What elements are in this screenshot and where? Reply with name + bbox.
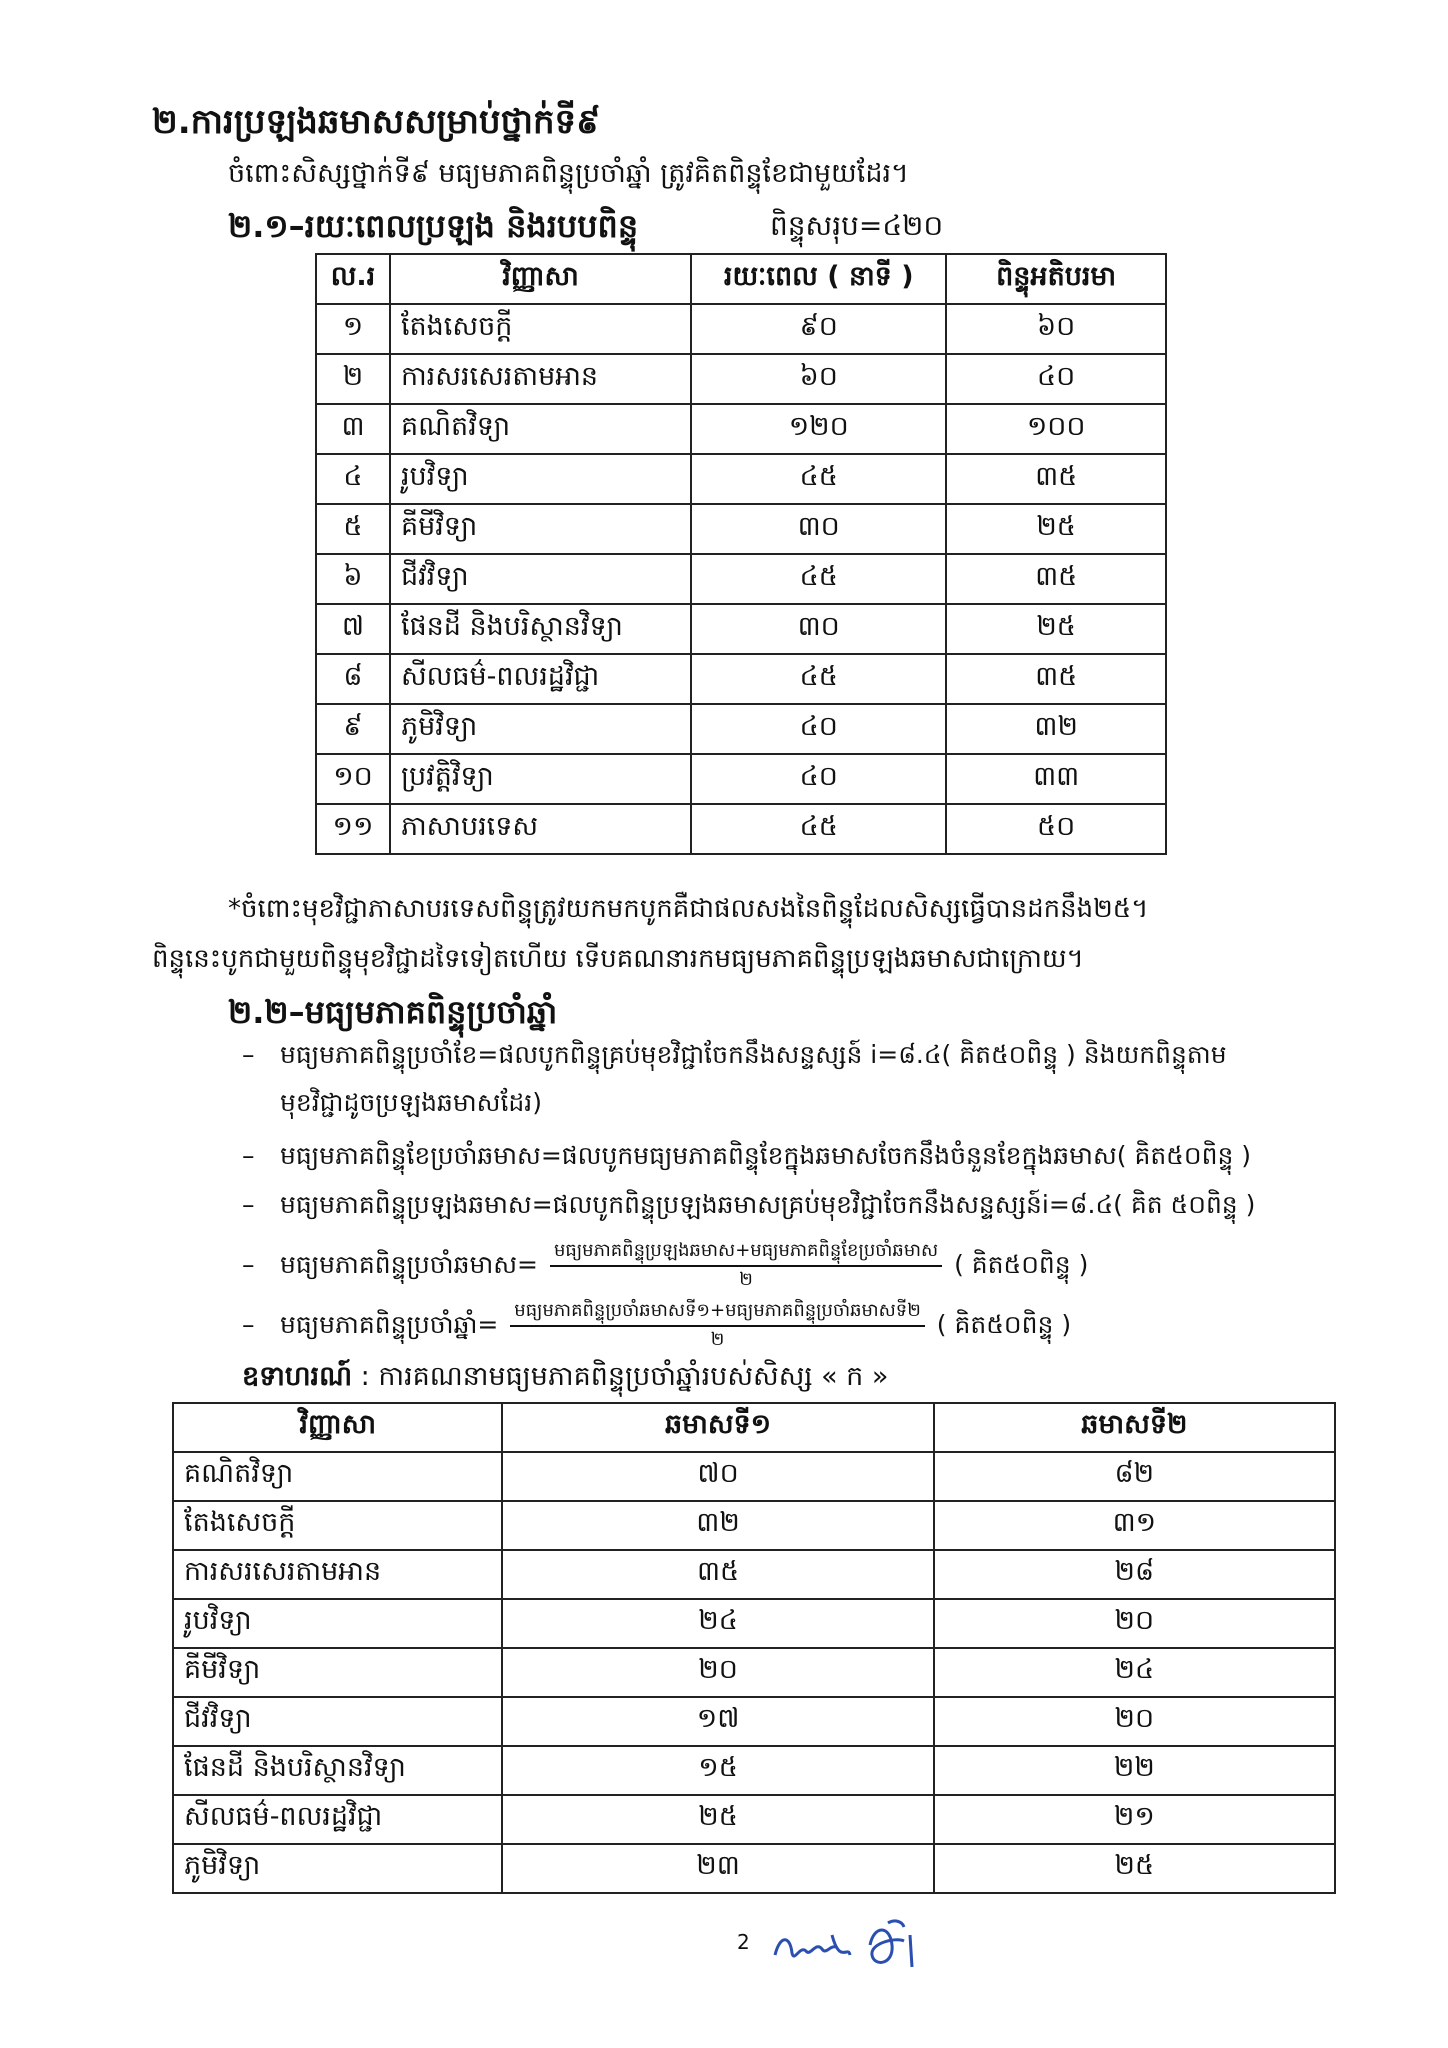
row-subject: ប្រវត្តិវិទ្យា [390,754,691,804]
row-subject: រូបវិទ្យា [390,454,691,504]
row-subject: ជីវវិទ្យា [390,554,691,604]
row-no: ៩ [316,704,390,754]
row-semester-2: ២២ [934,1746,1335,1795]
total-score: ពិន្ទុសរុប=៤២០ [770,209,944,242]
bullet-semester-average [242,1238,1088,1294]
table-row [173,1550,1335,1599]
table-row [316,704,1166,754]
row-subject: ជីវវិទ្យា [173,1697,502,1746]
row-subject: គីមីវិទ្យា [390,504,691,554]
bullet-text: មធ្យមភាគពិន្ទុប្រចាំខែ=ផលបូកពិន្ទុគ្រប់មុខវិជ្ជាចែកនឹងសន្ទស្សន៍ i=៨.៤( គិត៥០ពិន្ទុ ) និងយកពិន្ទុតាម [280,1040,1227,1069]
row-semester-1: ៣៥ [502,1550,933,1599]
table-row [316,754,1166,804]
row-max-score: ៣៥ [946,654,1166,704]
table-row [316,804,1166,854]
example-text: : ការគណនាមធ្យមភាគពិន្ទុប្រចាំឆ្នាំរបស់សិស្ស « ក » [352,1361,889,1392]
table-row [173,1599,1335,1648]
row-max-score: ៣២ [946,704,1166,754]
schedule-table [315,253,1167,855]
page-number: 2 [737,1930,750,1954]
row-subject: ផែនដី និងបរិស្ថានវិទ្យា [390,604,691,654]
table-row [316,404,1166,454]
row-semester-2: ២៥ [934,1844,1335,1893]
row-semester-2: ២០ [934,1697,1335,1746]
fraction-numerator: មធ្យមភាគពិន្ទុប្រចាំឆមាសទី១+មធ្យមភាគពិន្ទុប្រចាំឆមាសទី២ [510,1298,925,1327]
note-line-1: *ចំពោះមុខវិជ្ជាភាសាបរទេសពិន្ទុត្រូវយកមកបូកគឺជាផលសងនៃពិន្ទុដែលសិស្សធ្វើបានដកនឹង២៥។ [228,894,1149,924]
row-duration: ៤៥ [691,554,946,604]
table-row [316,604,1166,654]
table-row [316,454,1166,504]
row-subject: តែងសេចក្តី [173,1501,502,1550]
row-no: ៣ [316,404,390,454]
row-duration: ៣០ [691,604,946,654]
row-max-score: ២៥ [946,604,1166,654]
row-semester-1: ១៧ [502,1697,933,1746]
header-semester-1: ឆមាសទី១ [502,1403,933,1452]
formula-lhs: មធ្យមភាគពិន្ទុប្រចាំឆមាស= [280,1250,539,1279]
bullet-monthly-average [242,1040,1227,1076]
table-row [173,1746,1335,1795]
header-duration: រយៈពេល ( នាទី ) [691,254,946,304]
row-duration: ៤៥ [691,454,946,504]
fraction-denominator: ២ [739,1269,753,1290]
row-subject: ភូមិវិទ្យា [390,704,691,754]
bullet-text: មធ្យមភាគពិន្ទុខែប្រចាំឆមាស=ផលបូកមធ្យមភាគពិន្ទុខែក្នុងឆមាសចែកនឹងចំនួនខែក្នុងឆមាស( គិត៥០ពិន្ទុ ) [280,1141,1252,1170]
bullet-monthly-average-cont: មុខវិជ្ជាដូចប្រឡងឆមាសដែរ) [280,1088,542,1117]
table-row [173,1844,1335,1893]
intro-paragraph: ចំពោះសិស្សថ្នាក់ទី៩ មធ្យមភាគពិន្ទុប្រចាំឆ្នាំ ត្រូវគិតពិន្ទុខែជាមួយដែរ។ [228,158,909,189]
row-duration: ៤៥ [691,654,946,704]
subsection-2-2-title: ២.២–មធ្យមភាគពិន្ទុប្រចាំឆ្នាំ [228,993,558,1031]
dash-icon: – [242,1190,255,1219]
formula-lhs: មធ្យមភាគពិន្ទុប្រចាំឆ្នាំ= [280,1310,499,1339]
header-max-score: ពិន្ទុអតិបរមា [946,254,1166,304]
header-no: ល.រ [316,254,390,304]
row-semester-1: ៧០ [502,1452,933,1501]
table-header-row [173,1403,1335,1452]
row-max-score: ៣៣ [946,754,1166,804]
row-max-score: ២៥ [946,504,1166,554]
table-row [173,1648,1335,1697]
row-no: ៥ [316,504,390,554]
row-subject: ភូមិវិទ្យា [173,1844,502,1893]
header-subject: វិញ្ញាសា [173,1403,502,1452]
row-max-score: ៦០ [946,304,1166,354]
example-intro [242,1360,888,1399]
row-no: ៧ [316,604,390,654]
row-semester-1: ១៥ [502,1746,933,1795]
fraction [550,1238,942,1294]
table-row [173,1452,1335,1501]
formula-tail: ( គិត៥០ពិន្ទុ ) [954,1250,1089,1279]
row-subject: ការសរសេរតាមអាន [173,1550,502,1599]
row-semester-1: ២៣ [502,1844,933,1893]
row-duration: ៦០ [691,354,946,404]
row-max-score: ៣៥ [946,454,1166,504]
fraction-numerator: មធ្យមភាគពិន្ទុប្រឡងឆមាស+មធ្យមភាគពិន្ទុខែប្រចាំឆមាស [550,1238,942,1267]
example-label: ឧទាហរណ៍ [242,1361,353,1392]
row-subject: សីលធម៌-ពលរដ្ឋវិជ្ជា [390,654,691,704]
table-row [173,1501,1335,1550]
signature-initials-icon [770,1915,940,1975]
row-semester-2: ២១ [934,1795,1335,1844]
row-max-score: ៤០ [946,354,1166,404]
formula-tail: ( គិត៥០ពិន្ទុ ) [936,1310,1072,1339]
row-no: ៦ [316,554,390,604]
row-duration: ៣០ [691,504,946,554]
fraction-denominator: ២ [710,1329,725,1350]
row-semester-2: ២០ [934,1599,1335,1648]
dash-icon: – [242,1040,255,1069]
row-subject: រូបវិទ្យា [173,1599,502,1648]
row-max-score: ៣៥ [946,554,1166,604]
bullet-text: មធ្យមភាគពិន្ទុប្រឡងឆមាស=ផលបូកពិន្ទុប្រឡងឆមាសគ្រប់មុខវិជ្ជាចែកនឹងសន្ទស្សន៍i=៨.៤( គិត ៥០ពិន្ទុ ) [280,1190,1256,1219]
row-subject: គណិតវិទ្យា [173,1452,502,1501]
row-no: ១ [316,304,390,354]
row-subject: គីមីវិទ្យា [173,1648,502,1697]
table-header-row [316,254,1166,304]
row-subject: សីលធម៌-ពលរដ្ឋវិជ្ជា [173,1795,502,1844]
row-max-score: ១០០ [946,404,1166,454]
example-table [172,1402,1336,1894]
section-heading: ២.ការប្រឡងឆមាសសម្រាប់ថ្នាក់ទី៩ [152,102,601,142]
row-duration: ១២០ [691,404,946,454]
row-subject: ផែនដី និងបរិស្ថានវិទ្យា [173,1746,502,1795]
row-duration: ៩០ [691,304,946,354]
subsection-2-1-title: ២.១–រយៈពេលប្រឡង និងរបបពិន្ទុ [228,207,639,245]
table-row [173,1795,1335,1844]
dash-icon: – [242,1310,255,1339]
row-no: ៤ [316,454,390,504]
row-semester-2: ៣១ [934,1501,1335,1550]
row-subject: តែងសេចក្តី [390,304,691,354]
table-row [173,1697,1335,1746]
table-row [316,504,1166,554]
table-row [316,354,1166,404]
row-semester-1: ២០ [502,1648,933,1697]
row-duration: ៤៥ [691,804,946,854]
row-duration: ៤០ [691,754,946,804]
row-subject: គណិតវិទ្យា [390,404,691,454]
row-semester-2: ២៤ [934,1648,1335,1697]
dash-icon: – [242,1250,255,1279]
table-row [316,654,1166,704]
note-line-2: ពិន្ទុនេះបូកជាមួយពិន្ទុមុខវិជ្ជាដទៃទៀតហើយ ទើបគណនារកមធ្យមភាគពិន្ទុប្រឡងឆមាសជាក្រោយ។ [152,944,1084,974]
row-no: ២ [316,354,390,404]
bullet-annual-average [242,1298,1071,1354]
fraction [510,1298,925,1354]
header-semester-2: ឆមាសទី២ [934,1403,1335,1452]
table-row [316,554,1166,604]
row-semester-1: ៣២ [502,1501,933,1550]
row-semester-2: ៨២ [934,1452,1335,1501]
row-subject: ការសរសេរតាមអាន [390,354,691,404]
table-row [316,304,1166,354]
header-subject: វិញ្ញាសា [390,254,691,304]
row-no: ៨ [316,654,390,704]
bullet-semester-month-average [242,1141,1251,1177]
row-max-score: ៥០ [946,804,1166,854]
row-semester-2: ២៨ [934,1550,1335,1599]
dash-icon: – [242,1141,255,1170]
row-semester-1: ២៤ [502,1599,933,1648]
row-subject: ភាសាបរទេស [390,804,691,854]
row-no: ១០ [316,754,390,804]
row-no: ១១ [316,804,390,854]
row-semester-1: ២៥ [502,1795,933,1844]
bullet-semester-exam-average [242,1190,1255,1226]
row-duration: ៤០ [691,704,946,754]
